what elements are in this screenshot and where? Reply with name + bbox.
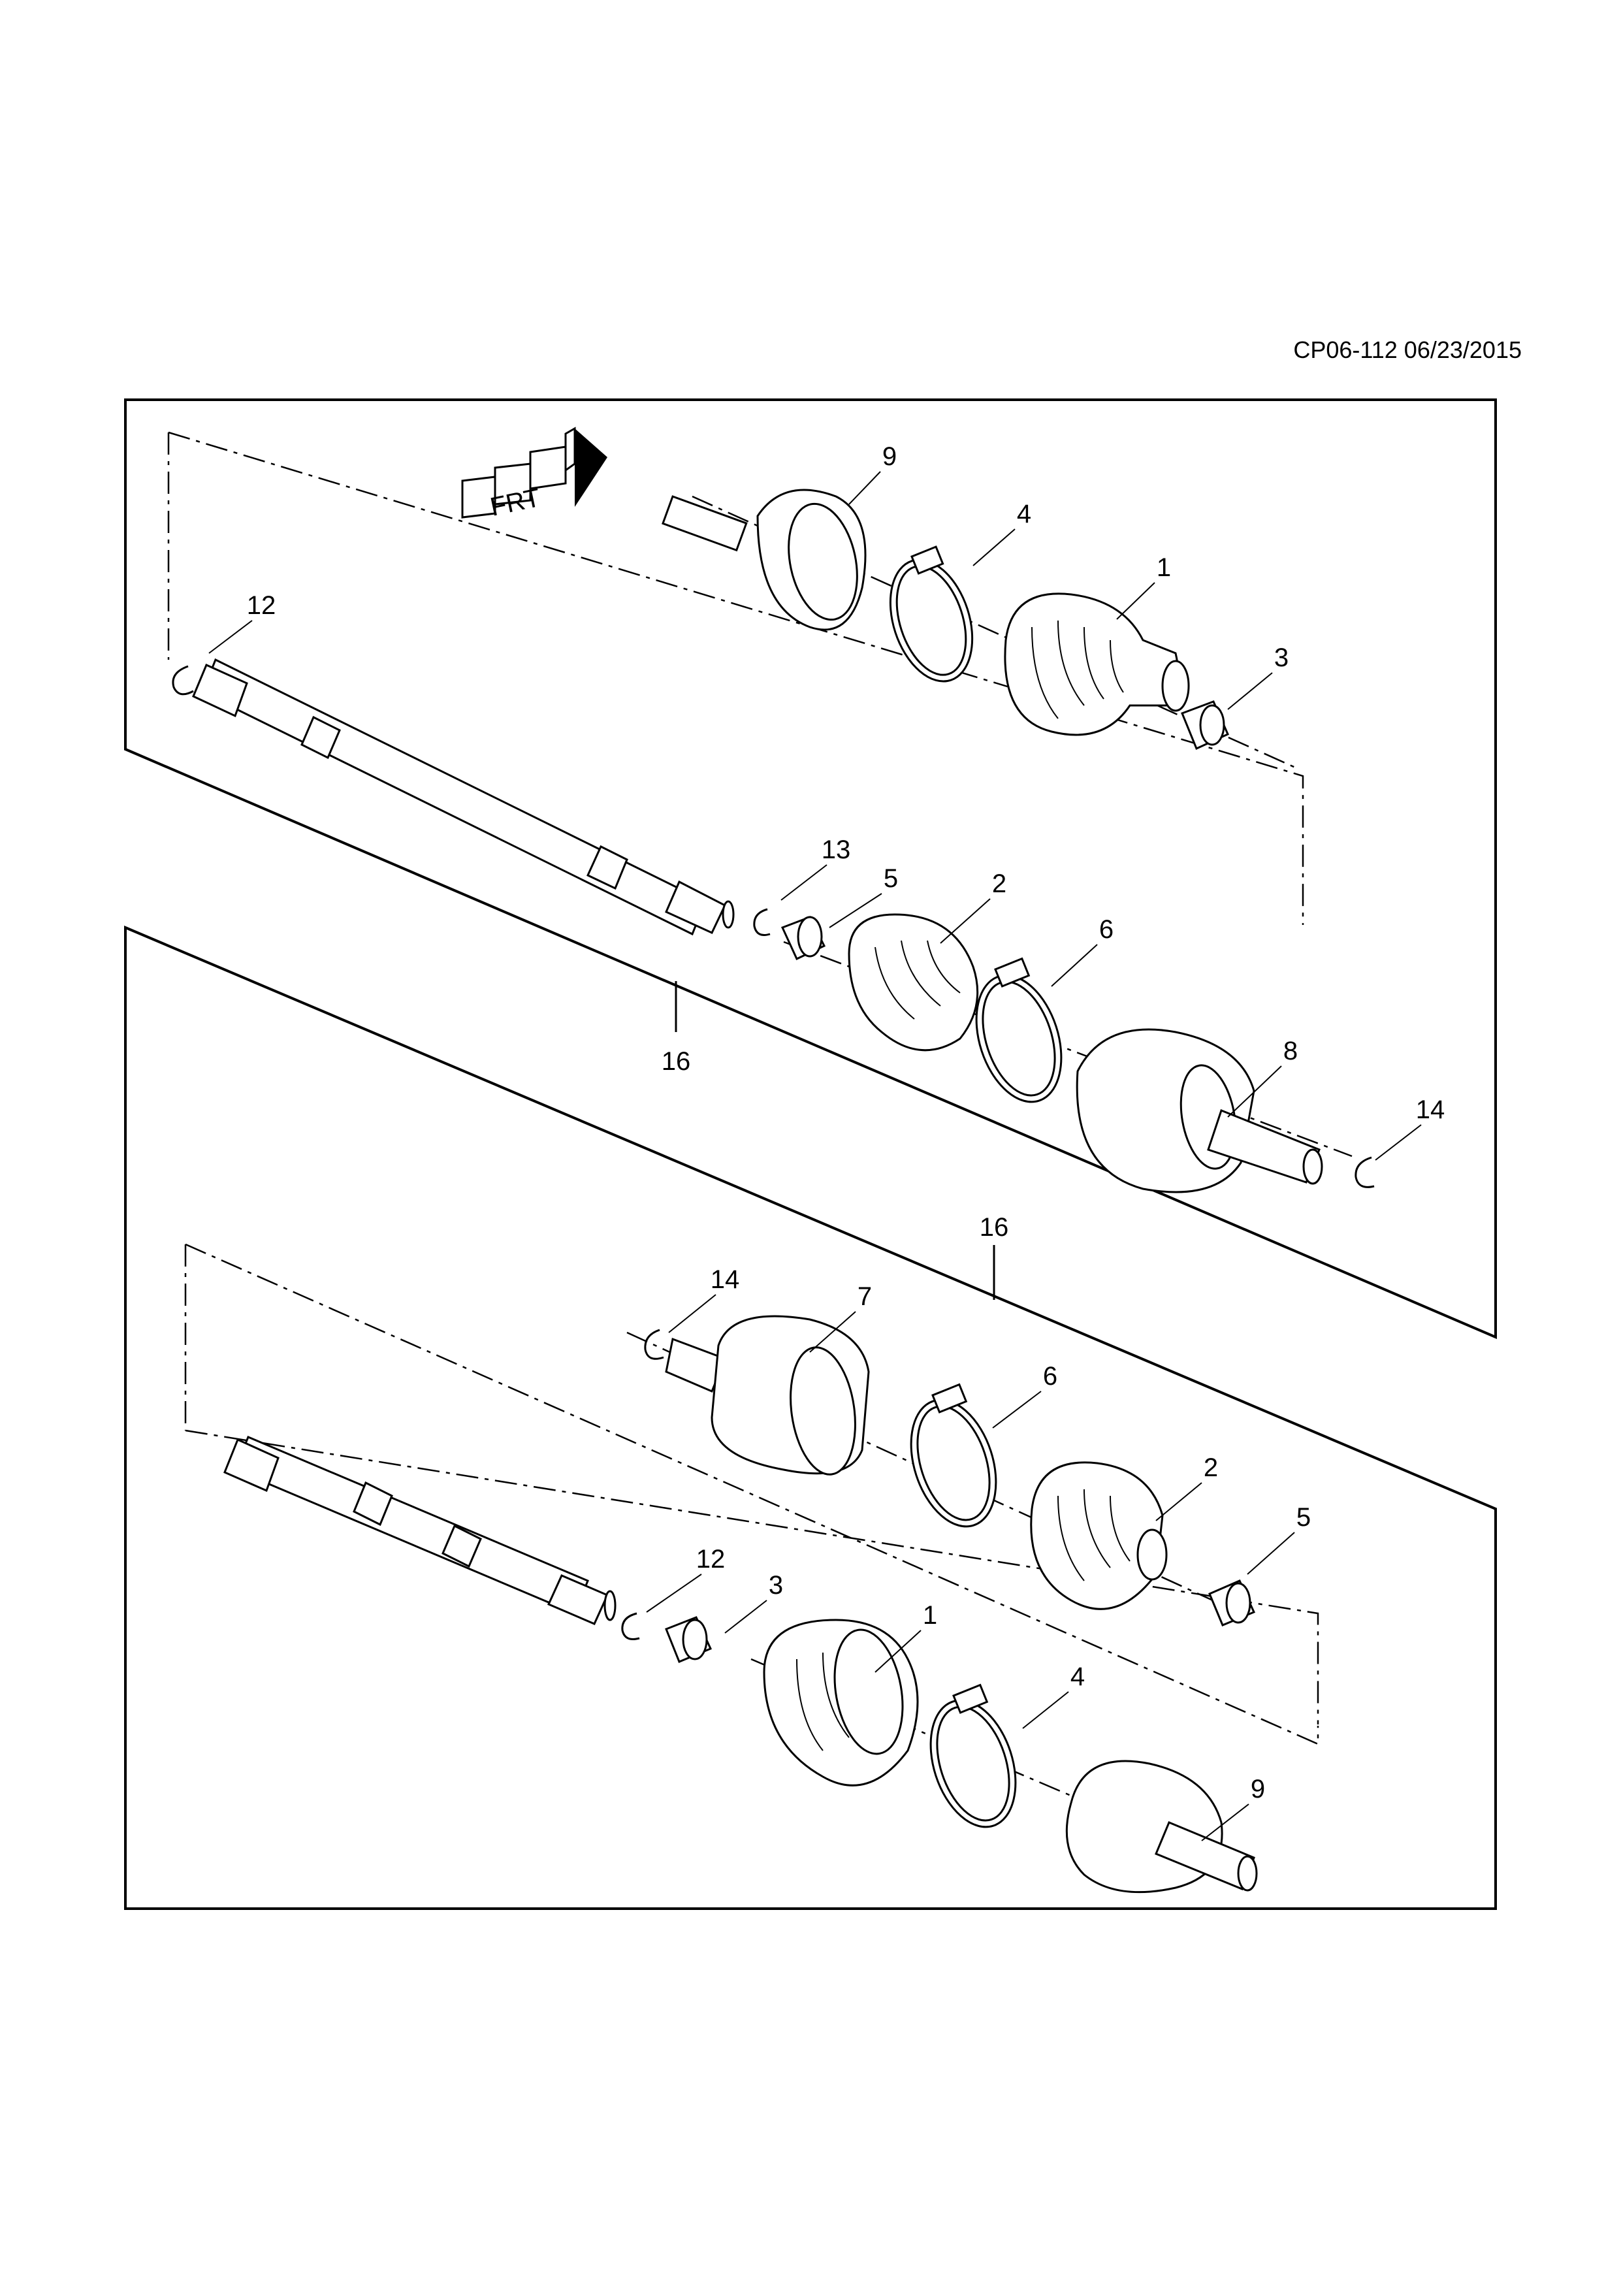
lower-callout-7: 7 <box>857 1282 873 1311</box>
clamp-ring-5-lower <box>1210 1581 1254 1625</box>
circlip-13 <box>754 909 770 935</box>
boot-clamp-4-lower <box>916 1685 1031 1838</box>
lower-callout-2: 2 <box>1203 1453 1219 1482</box>
upper-callout-4: 4 <box>1016 500 1032 528</box>
upper-callout-14: 14 <box>1415 1095 1445 1124</box>
upper-callout-3: 3 <box>1274 643 1289 672</box>
lower-leader-12 <box>647 1574 701 1612</box>
upper-leader-3 <box>1228 673 1272 709</box>
boot-clamp-6-upper <box>961 959 1076 1113</box>
lower-callout-12: 12 <box>696 1545 726 1574</box>
lower-leader-6 <box>993 1391 1041 1428</box>
upper-callout-6: 6 <box>1099 915 1114 944</box>
upper-leader-12 <box>209 621 252 653</box>
boot-clamp-6-lower <box>896 1385 1011 1538</box>
lower-leader-2 <box>1156 1483 1202 1521</box>
front-marker-label: FRT <box>487 483 543 522</box>
lower-callout-5: 5 <box>1296 1503 1311 1532</box>
lower-leader-14 <box>669 1295 716 1333</box>
tripod-housing-7 <box>666 1316 869 1479</box>
circlip-14-upper <box>1356 1157 1374 1187</box>
reference-number: CP06-112 06/23/2015 <box>1293 336 1522 363</box>
lower-callout-14: 14 <box>710 1265 740 1294</box>
lower-callout-9: 9 <box>1250 1775 1266 1803</box>
lower-callout-16: 16 <box>979 1213 1009 1242</box>
outer-cv-joint-9-upper <box>663 490 867 630</box>
cv-boot-1-upper <box>1005 594 1189 735</box>
inner-cv-boot-2-lower <box>1031 1463 1166 1609</box>
front-direction-marker <box>462 428 607 522</box>
lower-callout-3: 3 <box>768 1571 784 1600</box>
lower-leader-4 <box>1023 1692 1068 1728</box>
upper-leader-9 <box>849 472 880 504</box>
clamp-ring-5-upper <box>782 917 824 959</box>
upper-leader-4 <box>973 529 1015 566</box>
circlip-12-lower <box>622 1613 639 1640</box>
upper-callout-8: 8 <box>1283 1037 1298 1065</box>
upper-callout-16: 16 <box>661 1047 691 1076</box>
inner-cv-boot-2-upper <box>849 914 978 1050</box>
cv-boot-1-lower <box>764 1620 918 1785</box>
upper-leader-13 <box>781 865 827 900</box>
upper-leader-14 <box>1375 1125 1421 1160</box>
upper-callout-9: 9 <box>882 442 897 471</box>
lower-callout-4: 4 <box>1070 1662 1085 1691</box>
lower-leader-3 <box>725 1600 767 1633</box>
outer-cv-joint-9-lower <box>1067 1761 1257 1892</box>
upper-leader-1 <box>1117 583 1155 619</box>
lower-leader-5 <box>1247 1532 1294 1574</box>
boot-clamp-4-upper <box>876 547 987 692</box>
lower-callout-1: 1 <box>922 1601 938 1630</box>
upper-callout-5: 5 <box>883 864 899 893</box>
circlip-upper-left <box>173 666 193 694</box>
upper-callout-13: 13 <box>821 835 851 864</box>
upper-leader-2 <box>940 899 990 943</box>
lower-callout-6: 6 <box>1042 1362 1058 1391</box>
lower-axle-shaft <box>225 1437 615 1624</box>
upper-leader-6 <box>1051 945 1097 986</box>
upper-callout-1: 1 <box>1156 553 1172 582</box>
upper-callout-12: 12 <box>246 591 276 620</box>
upper-callout-2: 2 <box>991 869 1007 898</box>
clamp-ring-3-lower <box>666 1617 711 1662</box>
